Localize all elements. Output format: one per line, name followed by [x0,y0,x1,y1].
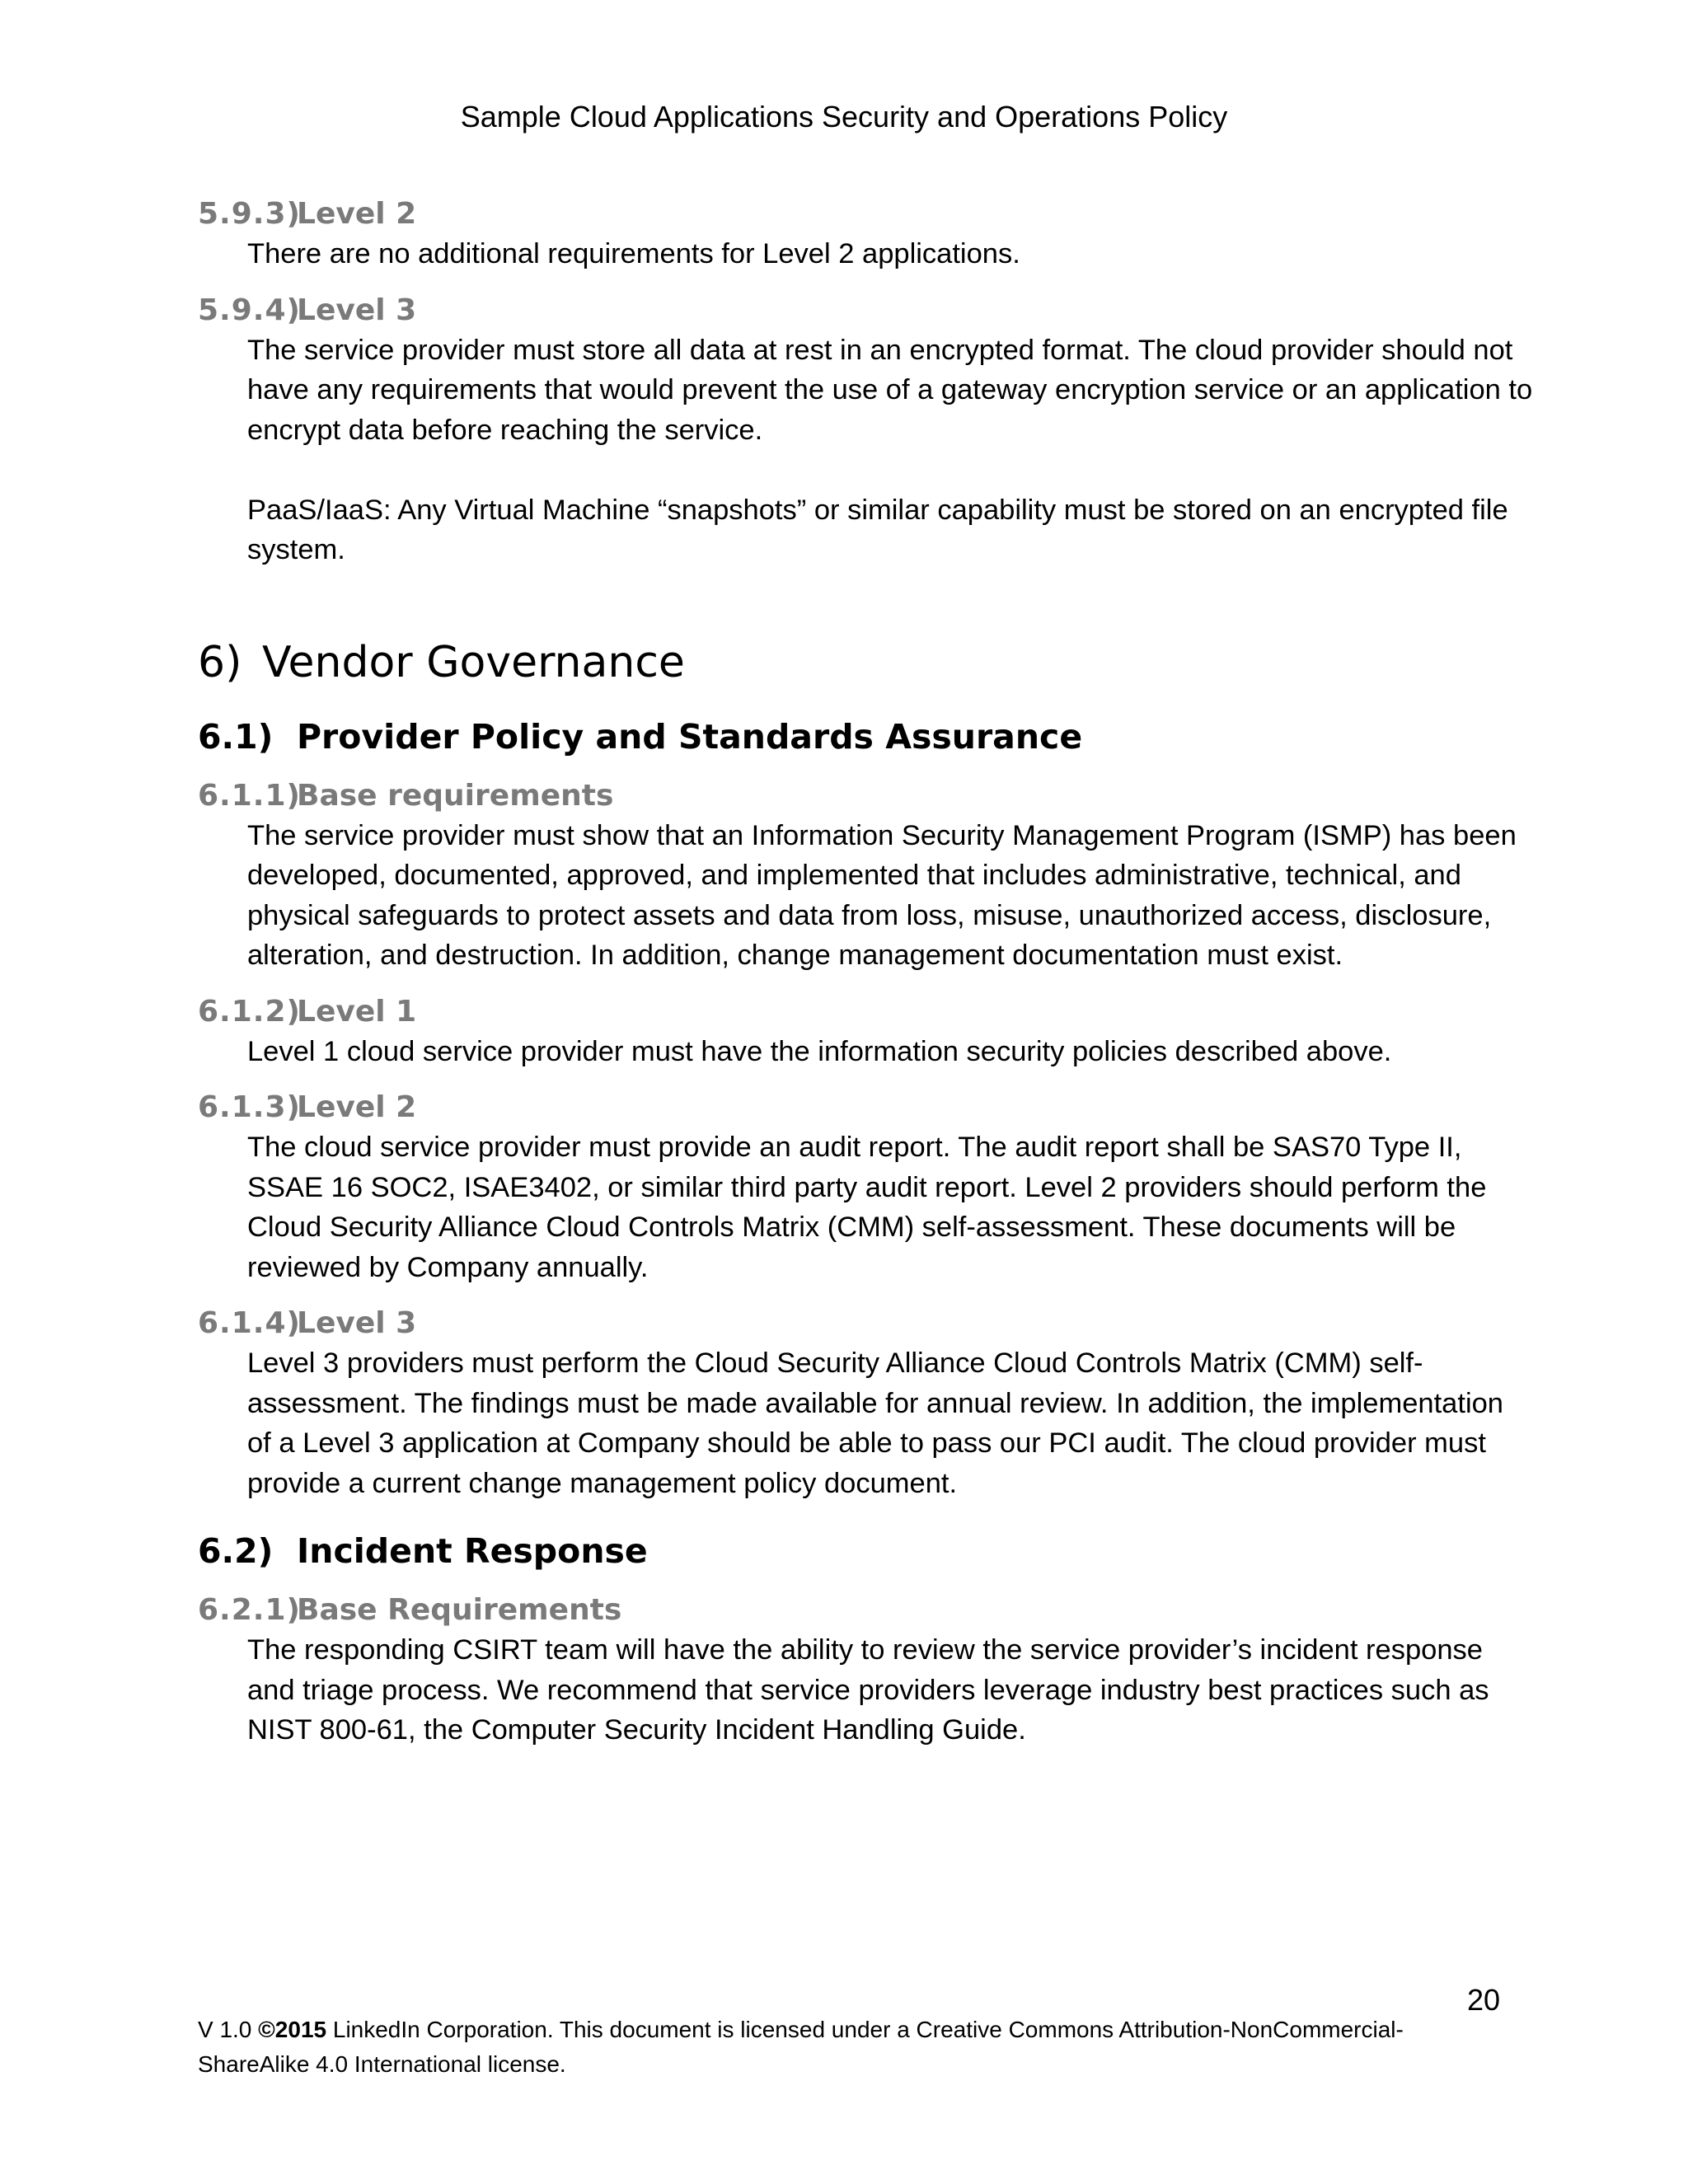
page-header: Sample Cloud Applications Security and Operations Policy [460,100,1228,134]
heading-5-9-4 [198,291,1500,330]
section-number: 6.1.2) [198,994,301,1029]
paragraph-6-1-4 [247,1343,1533,1503]
heading-6-1-2 [198,992,1500,1032]
section-title: Level 3 [297,293,417,327]
heading-6-1-1 [198,776,1500,816]
heading-5-9-3 [198,194,1500,234]
document-body [198,194,1533,1750]
section-number: 6.1.1) [198,778,301,813]
section-title: Provider Policy and Standards Assurance [297,716,1083,757]
heading-6-1-4 [198,1304,1500,1343]
section-number: 6) [198,637,242,687]
section-title: Level 3 [297,1306,417,1340]
paragraph-5-9-4 [247,330,1533,570]
section-title: Base Requirements [297,1593,622,1627]
heading-6-2 [198,1528,1500,1574]
section-number: 6.1) [198,716,274,757]
paragraph-text: The cloud service provider must provide an audit report. The audit report shall be SAS70 Type II, SSAE 16 SOC2, ISAE3402, or similar third party audit report. Level 2 providers should perform the Cloud Security Alliance Cloud Controls Matrix (CMM) self-assessment. These documents will be reviewed by Company annually. [247,1132,1487,1283]
paragraph-6-1-2 [247,1032,1533,1072]
section-number: 6.2.1) [198,1593,301,1627]
section-number: 5.9.4) [198,293,301,327]
version-label: V 1.0 [198,2017,259,2042]
heading-6-1 [198,714,1500,760]
section-title: Base requirements [297,778,614,813]
heading-6-1-3 [198,1088,1500,1127]
section-number: 6.2) [198,1531,274,1571]
section-title: Level 2 [297,1090,417,1124]
section-title: Level 2 [297,197,417,231]
paragraph-6-1-3 [247,1127,1533,1287]
section-number: 6.1.3) [198,1090,301,1124]
license-footer [198,2013,1434,2082]
copyright-year: ©2015 [258,2017,327,2042]
paragraph-text: Level 3 providers must perform the Cloud Security Alliance Cloud Controls Matrix (CMM) self-assessment. The findings must be made available for annual review. In addition, the implementation of a Level 3 application at Company should be able to pass our PCI audit. The cloud provider must provide a current change management policy document. [247,1347,1503,1499]
paragraph-text: The service provider must store all data at rest in an encrypted format. The cloud provider should not have any requirements that would prevent the use of a gateway encryption service or an application to encrypt data before reaching the service. [247,334,1533,446]
paragraph-text: PaaS/IaaS: Any Virtual Machine “snapshots” or similar capability must be stored on an encrypted file system. [247,494,1508,565]
heading-6 [198,636,1500,689]
heading-6-2-1 [198,1591,1500,1630]
section-title: Vendor Governance [262,637,685,687]
license-text: LinkedIn Corporation. This document is licensed under a Creative Commons Attribution-NonCommercial-ShareAlike 4.0 International license. [198,2017,1404,2077]
section-title: Incident Response [297,1531,648,1571]
paragraph-text: The responding CSIRT team will have the ability to review the service provider’s incident response and triage process. We recommend that service providers leverage industry best practices such as NIST 800-61, the Computer Security Incident Handling Guide. [247,1634,1489,1746]
section-number: 6.1.4) [198,1306,301,1340]
paragraph-text: The service provider must show that an Information Security Management Program (ISMP) has been developed, documented, approved, and implemented that includes administrative, technical, and physical safeguards to protect assets and data from loss, misuse, unauthorized access, disclosure, alteration, and destruction. In addition, change management documentation must exist. [247,819,1517,971]
paragraph-5-9-3 [247,234,1533,274]
section-title: Level 1 [297,994,417,1029]
paragraph-text: There are no additional requirements for Level 2 applications. [247,238,1020,269]
paragraph-6-1-1 [247,816,1533,976]
paragraph-6-2-1 [247,1630,1533,1750]
paragraph-text: Level 1 cloud service provider must have the information security policies described above. [247,1035,1392,1067]
page-number: 20 [1466,1983,1500,2017]
section-number: 5.9.3) [198,197,301,231]
